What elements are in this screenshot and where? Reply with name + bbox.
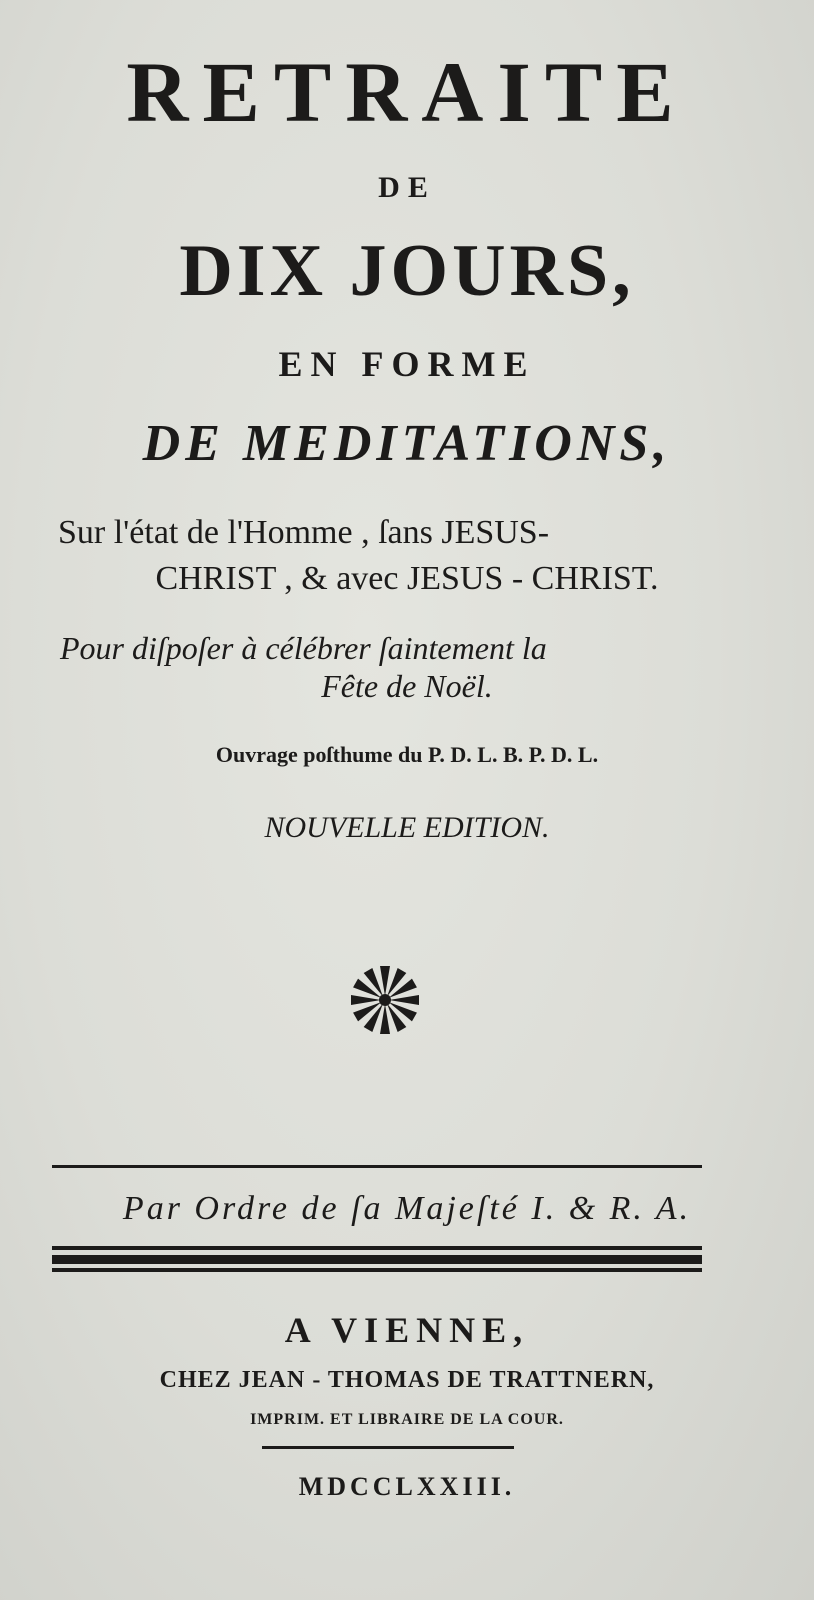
- title-connector-de: DE: [378, 171, 436, 204]
- title-connector-en-forme: EN FORME: [278, 344, 536, 384]
- rosette-ornament-icon: [345, 960, 425, 1040]
- description-line-2: CHRIST , & avec JESUS - CHRIST.: [155, 560, 659, 597]
- description-line-1: Sur l'état de l'Homme , ſans JESUS-: [58, 514, 550, 551]
- book-title: RETRAITE: [126, 44, 688, 140]
- imprint-printer: CHEZ JEAN - THOMAS DE TRATTNERN,: [159, 1367, 655, 1393]
- authority-line: Par Ordre de ſa Majeſté I. & R. A.: [122, 1190, 692, 1227]
- edition-line: NOUVELLE EDITION.: [264, 811, 550, 844]
- double-rule-top: [52, 1246, 702, 1250]
- imprint-city: A VIENNE,: [284, 1310, 530, 1350]
- top-rule: [52, 1165, 702, 1168]
- imprint-rule: [262, 1446, 514, 1449]
- book-subtitle: DIX JOURS,: [179, 230, 635, 312]
- imprint-year: MDCCLXXIII.: [298, 1472, 516, 1501]
- double-rule-bottom: [52, 1268, 702, 1272]
- title-meditations: DE MEDITATIONS,: [142, 415, 672, 472]
- purpose-line-2: Fête de Noël.: [321, 668, 493, 704]
- author-line: Ouvrage poſthume du P. D. L. B. P. D. L.: [215, 742, 599, 767]
- double-rule-thick: [52, 1255, 702, 1264]
- imprint-printer-title: IMPRIM. ET LIBRAIRE DE LA COUR.: [250, 1411, 564, 1428]
- purpose-line-1: Pour diſpoſer à célébrer ſaintement la: [60, 630, 547, 666]
